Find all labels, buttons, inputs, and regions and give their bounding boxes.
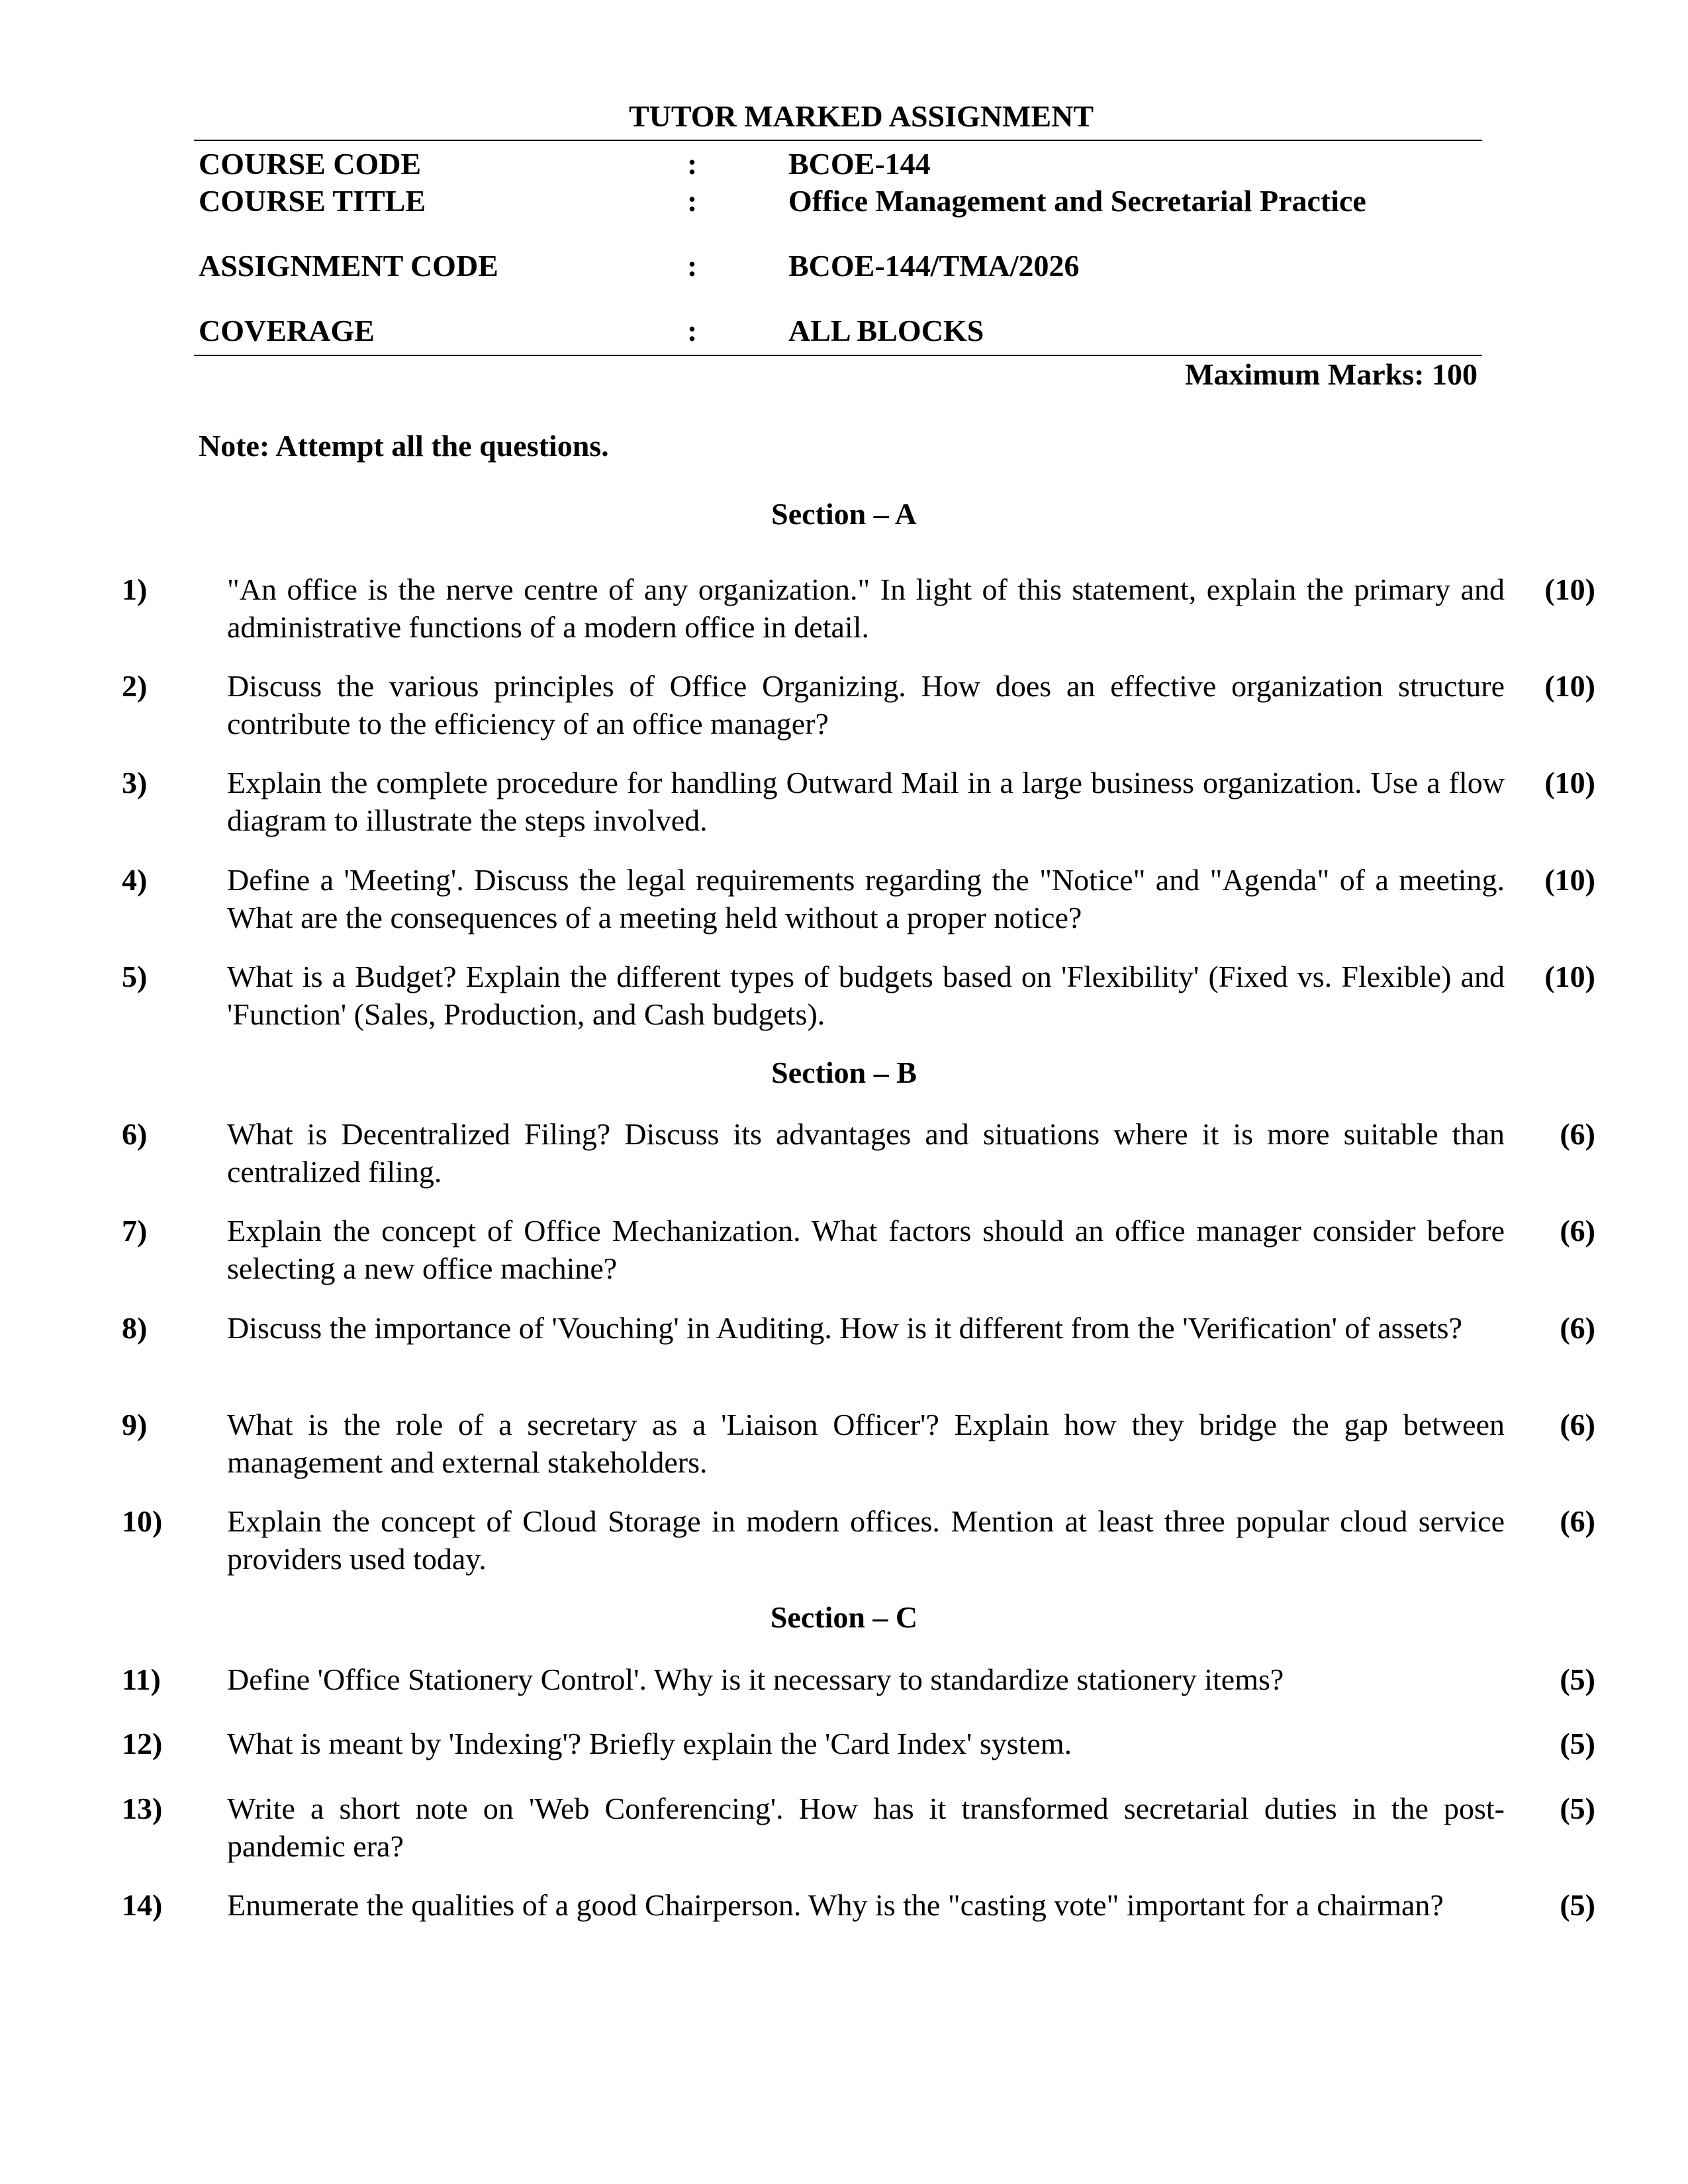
question-number: 10) [122, 1504, 163, 1538]
question-marks: (5) [1560, 1888, 1595, 1922]
question-number: 4) [122, 863, 148, 897]
coverage-value: ALL BLOCKS [788, 314, 984, 347]
question-number: 6) [122, 1117, 148, 1151]
question-marks: (6) [1560, 1214, 1595, 1248]
question-text: What is meant by 'Indexing'? Briefly explain the 'Card Index' system. [227, 1727, 1072, 1760]
header-top-rule [194, 140, 1482, 141]
question-text: Define 'Office Stationery Control'. Why is it necessary to standardize stationery items? [227, 1662, 1284, 1696]
course-title-label: COURSE TITLE [199, 184, 426, 218]
question-marks: (6) [1560, 1117, 1595, 1151]
question-number: 3) [122, 766, 148, 799]
course-code-row [0, 144, 1688, 184]
question-number: 2) [122, 669, 148, 703]
question-marks: (10) [1544, 766, 1595, 799]
question-marks: (5) [1560, 1727, 1595, 1760]
course-title-row [0, 181, 1688, 221]
question-text: Discuss the importance of 'Vouching' in Auditing. How is it different from the 'Verification' of assets? [227, 1311, 1462, 1345]
section-b-title: Section – B [771, 1056, 917, 1089]
question-marks: (10) [1544, 863, 1595, 897]
question-text: Explain the concept of Cloud Storage in modern offices. Mention at least three popular cloud service providers used today. [227, 1504, 1505, 1576]
coverage-label: COVERAGE [199, 314, 375, 347]
assignment-code-label: ASSIGNMENT CODE [199, 249, 498, 283]
question-marks: (10) [1544, 960, 1595, 993]
course-code-colon: : [687, 147, 698, 181]
course-code-label: COURSE CODE [199, 147, 422, 181]
question-marks: (10) [1544, 572, 1595, 606]
question-number: 14) [122, 1888, 163, 1922]
question-text: "An office is the nerve centre of any organization." In light of this statement, explain the primary and administrative functions of a modern office in detail. [227, 572, 1505, 644]
section-c-title: Section – C [770, 1600, 918, 1634]
question-text: Explain the concept of Office Mechanization. What factors should an office manager consider before selecting a new office machine? [227, 1214, 1505, 1285]
question-text: Explain the complete procedure for handling Outward Mail in a large business organization. Use a flow diagram to illustrate the steps involved. [227, 766, 1505, 837]
question-marks: (6) [1560, 1504, 1595, 1538]
question-text: Discuss the various principles of Office Organizing. How does an effective organization structure contribute to the efficiency of an office manager? [227, 669, 1505, 741]
question-text: Define a 'Meeting'. Discuss the legal requirements regarding the "Notice" and "Agenda" of a meeting. What are the consequences of a meeting held without a proper notice? [227, 863, 1505, 934]
course-title-colon: : [687, 184, 698, 218]
question-marks: (5) [1560, 1792, 1595, 1825]
instruction-note: Note: Attempt all the questions. [199, 429, 609, 463]
question-text: What is a Budget? Explain the different types of budgets based on 'Flexibility' (Fixed vs. Flexible) and 'Function' (Sales, Production, and Cash budgets). [227, 960, 1505, 1031]
course-title-value: Office Management and Secretarial Practice [788, 184, 1366, 218]
question-text: What is the role of a secretary as a 'Liaison Officer'? Explain how they bridge the gap between management and external stakeholders. [227, 1408, 1505, 1479]
section-a-title: Section – A [771, 497, 917, 531]
question-marks: (6) [1560, 1311, 1595, 1345]
question-number: 8) [122, 1311, 148, 1345]
question-number: 12) [122, 1727, 163, 1760]
coverage-colon: : [687, 314, 698, 347]
question-number: 1) [122, 572, 148, 606]
assignment-code-colon: : [687, 249, 698, 283]
coverage-row [0, 311, 1688, 351]
question-marks: (6) [1560, 1408, 1595, 1441]
maximum-marks: Maximum Marks: 100 [1184, 357, 1477, 391]
question-marks: (5) [1560, 1662, 1595, 1696]
question-number: 13) [122, 1792, 163, 1825]
question-number: 7) [122, 1214, 148, 1248]
assignment-code-row [0, 246, 1688, 286]
question-marks: (10) [1544, 669, 1595, 703]
question-number: 9) [122, 1408, 148, 1441]
question-text: What is Decentralized Filing? Discuss its advantages and situations where it is more suitable than centralized filing. [227, 1117, 1505, 1189]
assignment-code-value: BCOE-144/TMA/2026 [788, 249, 1080, 283]
question-text: Enumerate the qualities of a good Chairperson. Why is the "casting vote" important for a chairman? [227, 1888, 1444, 1922]
question-number: 11) [122, 1662, 161, 1696]
question-number: 5) [122, 960, 148, 993]
question-text: Write a short note on 'Web Conferencing'. How has it transformed secretarial duties in the post-pandemic era? [227, 1792, 1505, 1863]
course-code-value: BCOE-144 [788, 147, 931, 181]
assignment-title: TUTOR MARKED ASSIGNMENT [628, 99, 1094, 133]
